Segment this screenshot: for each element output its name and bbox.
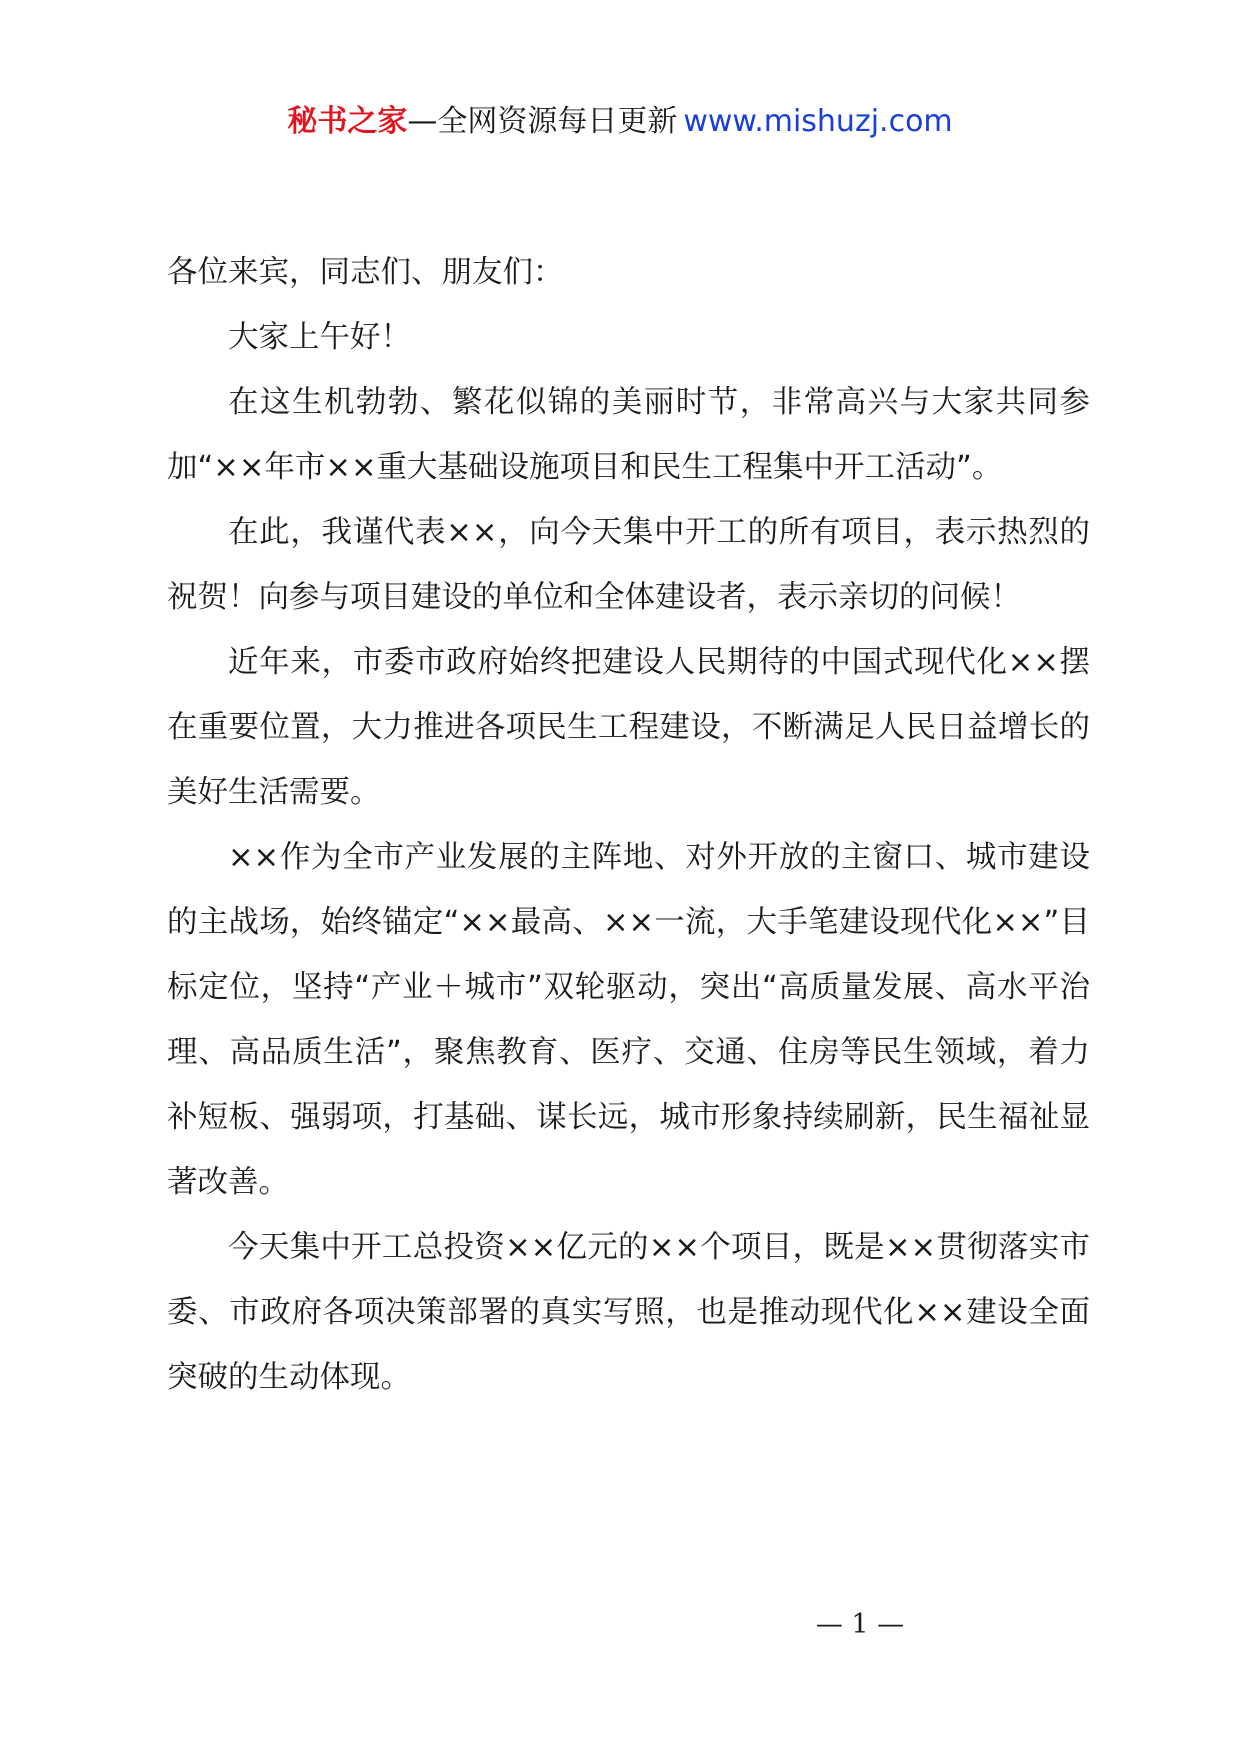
site-header (0, 98, 1240, 146)
paragraph-recent-years: 近年来，市委市政府始终把建设人民期待的中国式现代化××摆在重要位置，大力推进各项民生工程建设，不断满足人民日益增长的美好生活需要。 (167, 645, 1090, 810)
paragraph-opening: 在这生机勃勃、繁花似锦的美丽时节，非常高兴与大家共同参加“××年市××重大基础设施项目和民生工程集中开工活动”。 (167, 385, 1090, 485)
paragraph-greeting: 大家上午好！ (228, 320, 411, 355)
document-body (167, 240, 1090, 1410)
salutation: 各位来宾，同志们、朋友们： (167, 255, 564, 290)
site-tagline: —全网资源每日更新 (407, 104, 678, 139)
site-url-link[interactable]: www.mishuzj.com (683, 104, 953, 139)
site-brand-name: 秘书之家 (287, 104, 408, 139)
page-number: — 1 — (815, 1609, 905, 1640)
paragraph-investment: 今天集中开工总投资××亿元的××个项目，既是××贯彻落实市委、市政府各项决策部署的真实写照，也是推动现代化××建设全面突破的生动体现。 (167, 1230, 1090, 1395)
paragraph-congratulations: 在此，我谨代表××，向今天集中开工的所有项目，表示热烈的祝贺！向参与项目建设的单位和全体建设者，表示亲切的问候！ (167, 515, 1090, 615)
paragraph-positioning: ××作为全市产业发展的主阵地、对外开放的主窗口、城市建设的主战场，始终锚定“××最高、××一流，大手笔建设现代化××”目标定位，坚持“产业＋城市”双轮驱动，突出“高质量发展、高水平治理、高品质生活”，聚焦教育、医疗、交通、住房等民生领域，着力补短板、强弱项，打基础、谋长远，城市形象持续刷新，民生福祉显著改善。 (167, 840, 1090, 1200)
